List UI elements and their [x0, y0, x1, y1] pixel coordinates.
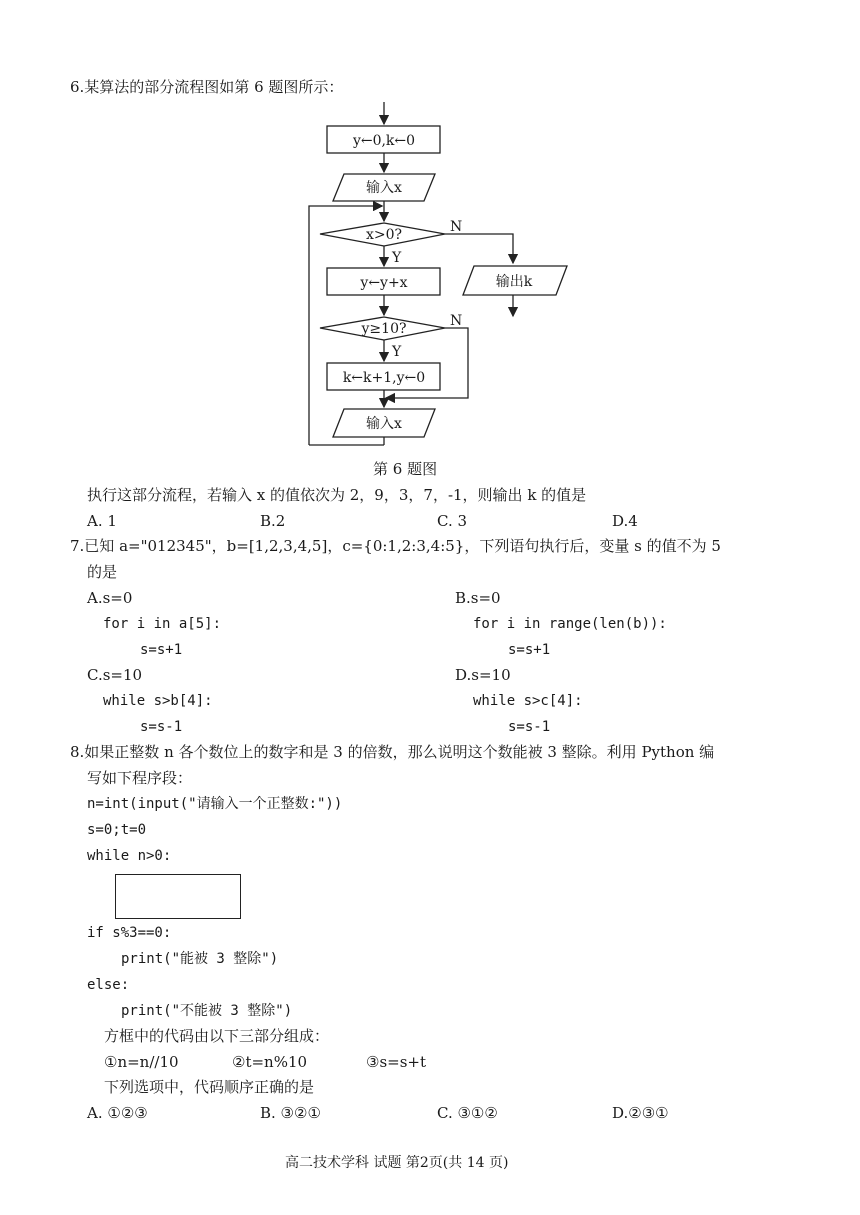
q6-question: 执行这部分流程，若输入 x 的值依次为 2，9，3，7，-1，则输出 k 的值是: [87, 486, 587, 504]
q7-option-b-code2: s=s+1: [508, 642, 551, 658]
q8-code-line2: s=0;t=0: [87, 822, 147, 838]
q8-code-line5: print("能被 3 整除"): [121, 951, 279, 967]
q7-option-a-code1: for i in a[5]:: [103, 616, 222, 632]
cond-2-label: y≥10?: [361, 321, 407, 337]
q6-option-d: D.4: [612, 512, 638, 530]
q7-option-b-label: B.s=0: [455, 589, 501, 607]
output-label: 输出k: [495, 274, 533, 290]
page-footer: 高二技术学科 试题 第2页(共 14 页): [285, 1155, 509, 1171]
figure-caption: 第 6 题图: [373, 460, 438, 478]
flow-arrow-n1: [445, 234, 513, 263]
q7-option-c-code1: while s>b[4]:: [103, 693, 213, 709]
q8-code-line3: while n>0:: [87, 848, 172, 864]
q7-stem-line2: 的是: [87, 563, 118, 581]
no-label-2: N: [450, 313, 463, 329]
q7-option-c-label: C.s=10: [87, 666, 143, 684]
q6-stem: 6.某算法的部分流程图如第 6 题图所示：: [70, 78, 344, 96]
process-1-label: y←y+x: [360, 275, 408, 291]
q8-part-2: ②t=n%10: [232, 1053, 308, 1071]
q6-option-b: B.2: [260, 512, 286, 530]
q6-option-c: C. 3: [437, 512, 468, 530]
code-blank-box: [115, 874, 241, 919]
q7-option-a-code2: s=s+1: [140, 642, 183, 658]
input-2-label: 输入x: [366, 416, 402, 432]
q8-code-line6: else:: [87, 977, 130, 993]
init-label: y←0,k←0: [352, 133, 416, 149]
q8-stem-line2: 写如下程序段：: [87, 769, 193, 787]
q8-option-c: C. ③①②: [437, 1104, 498, 1122]
q8-code-line1: n=int(input("请输入一个正整数:")): [87, 796, 343, 812]
process-2-label: k←k+1,y←0: [342, 370, 426, 386]
q7-option-a-label: A.s=0: [87, 589, 133, 607]
q8-part-3: ③s=s+t: [366, 1053, 427, 1071]
q8-box-description: 方框中的代码由以下三部分组成：: [104, 1027, 330, 1045]
q8-option-d: D.②③①: [612, 1104, 669, 1122]
flowchart: [300, 98, 580, 454]
q8-option-b: B. ③②①: [260, 1104, 321, 1122]
q7-option-d-code1: while s>c[4]:: [473, 693, 583, 709]
yes-label-1: Y: [392, 250, 402, 266]
q8-question: 下列选项中，代码顺序正确的是: [104, 1078, 315, 1096]
q7-option-d-label: D.s=10: [455, 666, 511, 684]
q8-code-line7: print("不能被 3 整除"): [121, 1003, 293, 1019]
q8-option-a: A. ①②③: [87, 1104, 148, 1122]
q8-part-1: ①n=n//10: [104, 1053, 179, 1071]
yes-label-2: Y: [392, 344, 402, 360]
q8-code-line4: if s%3==0:: [87, 925, 172, 941]
input-1-label: 输入x: [366, 180, 402, 196]
q7-option-c-code2: s=s-1: [140, 719, 183, 735]
cond-1-label: x>0?: [365, 227, 403, 243]
q7-stem-line1: 7.已知 a="012345"，b=[1,2,3,4,5]，c={0:1,2:3,4:5}，下列语句执行后，变量 s 的值不为 5: [70, 537, 721, 555]
q7-option-d-code2: s=s-1: [508, 719, 551, 735]
q6-option-a: A. 1: [87, 512, 117, 530]
q8-stem-line1: 8.如果正整数 n 各个数位上的数字和是 3 的倍数，那么说明这个数能被 3 整除。利用 Python 编: [70, 743, 715, 761]
no-label-1: N: [450, 219, 463, 235]
q7-option-b-code1: for i in range(len(b)):: [473, 616, 667, 632]
